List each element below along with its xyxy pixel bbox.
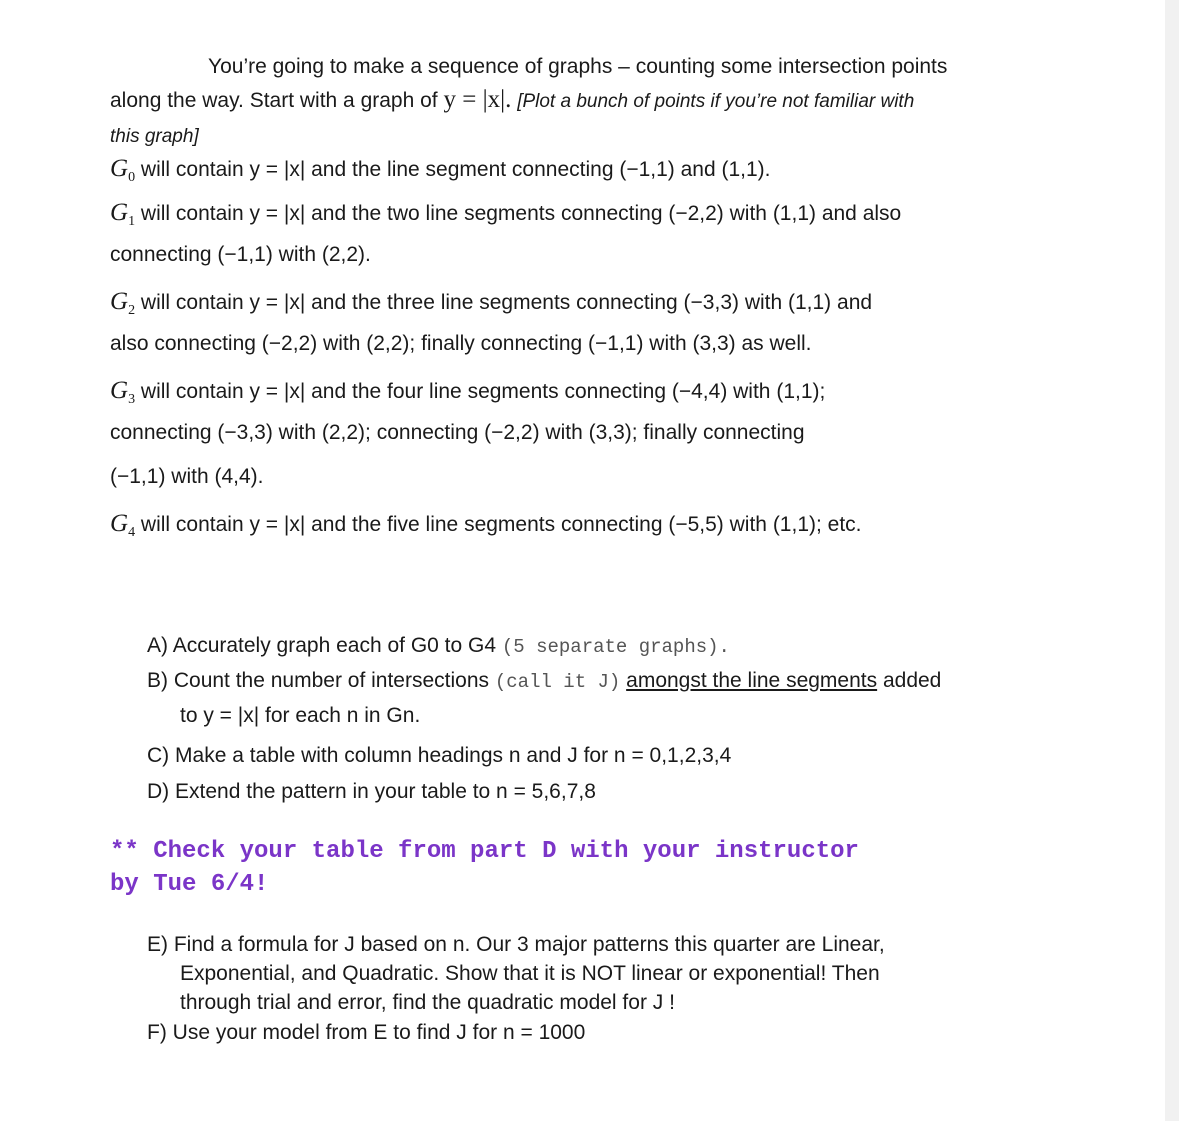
g1-symbol: $G_1$ xyxy=(110,199,136,229)
g2-symbol: $G_2$ xyxy=(110,288,136,318)
g1-line xyxy=(110,199,901,230)
task-b-lead: Count the number of intersections xyxy=(173,669,490,692)
g0-symbol: $G_0$ xyxy=(110,155,136,185)
g4-text: will contain y = |x| and the five line segments connecting (−5,5) with (1,1); etc. xyxy=(140,513,862,536)
task-a xyxy=(147,634,730,658)
task-b-line-2: to y = |x| for each n in Gn. xyxy=(180,704,421,727)
g3-symbol: $G_3$ xyxy=(110,377,136,407)
task-d-text: Extend the pattern in your table to n = 5,6,7,8 xyxy=(175,780,596,803)
g4-symbol: $G_4$ xyxy=(110,510,136,540)
task-c-label: C) xyxy=(147,744,170,767)
g0-line xyxy=(110,155,771,186)
task-b-label: B) xyxy=(147,669,168,692)
page-edge xyxy=(1165,0,1179,1121)
task-f-label: F) xyxy=(147,1021,167,1044)
g0-text: will contain y = |x| and the line segment connecting (−1,1) and (1,1). xyxy=(140,158,771,181)
task-e-label: E) xyxy=(147,933,168,956)
g3-text: will contain y = |x| and the four line segments connecting (−4,4) with (1,1); xyxy=(140,380,826,403)
g2-cont: also connecting (−2,2) with (2,2); finally connecting (−1,1) with (3,3) as well. xyxy=(110,332,812,355)
task-a-text: Accurately graph each of G0 to G4 xyxy=(172,634,497,657)
g3-line xyxy=(110,377,825,408)
task-b xyxy=(147,669,941,693)
g3-cont: connecting (−3,3) with (2,2); connecting (−2,2) with (3,3); finally connecting xyxy=(110,421,805,444)
intro-line-2-lead: along the way. Start with a graph of xyxy=(110,89,438,112)
task-b-code: (call it J) xyxy=(494,671,621,693)
task-e xyxy=(147,933,885,957)
task-f-text: Use your model from E to find J for n = 1000 xyxy=(172,1021,586,1044)
g3-cont2: (−1,1) with (4,4). xyxy=(110,465,264,488)
g2-text: will contain y = |x| and the three line segments connecting (−3,3) with (1,1) and xyxy=(140,291,873,314)
task-d-label: D) xyxy=(147,780,170,803)
intro-line-2 xyxy=(110,86,914,114)
g1-cont: connecting (−1,1) with (2,2). xyxy=(110,243,371,266)
intro-line-1: You’re going to make a sequence of graphs – counting some intersection points xyxy=(208,55,948,78)
task-e-line-2: Exponential, and Quadratic. Show that it is NOT linear or exponential! Then xyxy=(180,962,880,985)
task-b-underlined: amongst the line segments xyxy=(626,669,878,692)
task-c-text: Make a table with column headings n and J for n = 0,1,2,3,4 xyxy=(175,744,732,767)
task-c xyxy=(147,744,731,768)
task-a-label: A) xyxy=(147,634,168,657)
intro-equation: y = |x|. xyxy=(443,86,512,113)
task-a-code: (5 separate graphs). xyxy=(501,636,730,658)
g1-text: will contain y = |x| and the two line segments connecting (−2,2) with (1,1) and also xyxy=(140,202,902,225)
g4-line xyxy=(110,510,862,541)
instructor-note-line-1: ** Check your table from part D with your instructor xyxy=(110,838,859,865)
task-d xyxy=(147,780,596,804)
intro-hint: [Plot a bunch of points if you’re not familiar with xyxy=(517,91,915,112)
task-b-tail: added xyxy=(882,669,942,692)
instructor-note-line-2: by Tue 6/4! xyxy=(110,871,269,898)
task-f xyxy=(147,1021,585,1045)
task-e-line-1: Find a formula for J based on n. Our 3 major patterns this quarter are Linear, xyxy=(173,933,885,956)
task-e-line-3: through trial and error, find the quadratic model for J ! xyxy=(180,991,675,1014)
intro-line-3: this graph] xyxy=(110,126,199,147)
g2-line xyxy=(110,288,872,319)
